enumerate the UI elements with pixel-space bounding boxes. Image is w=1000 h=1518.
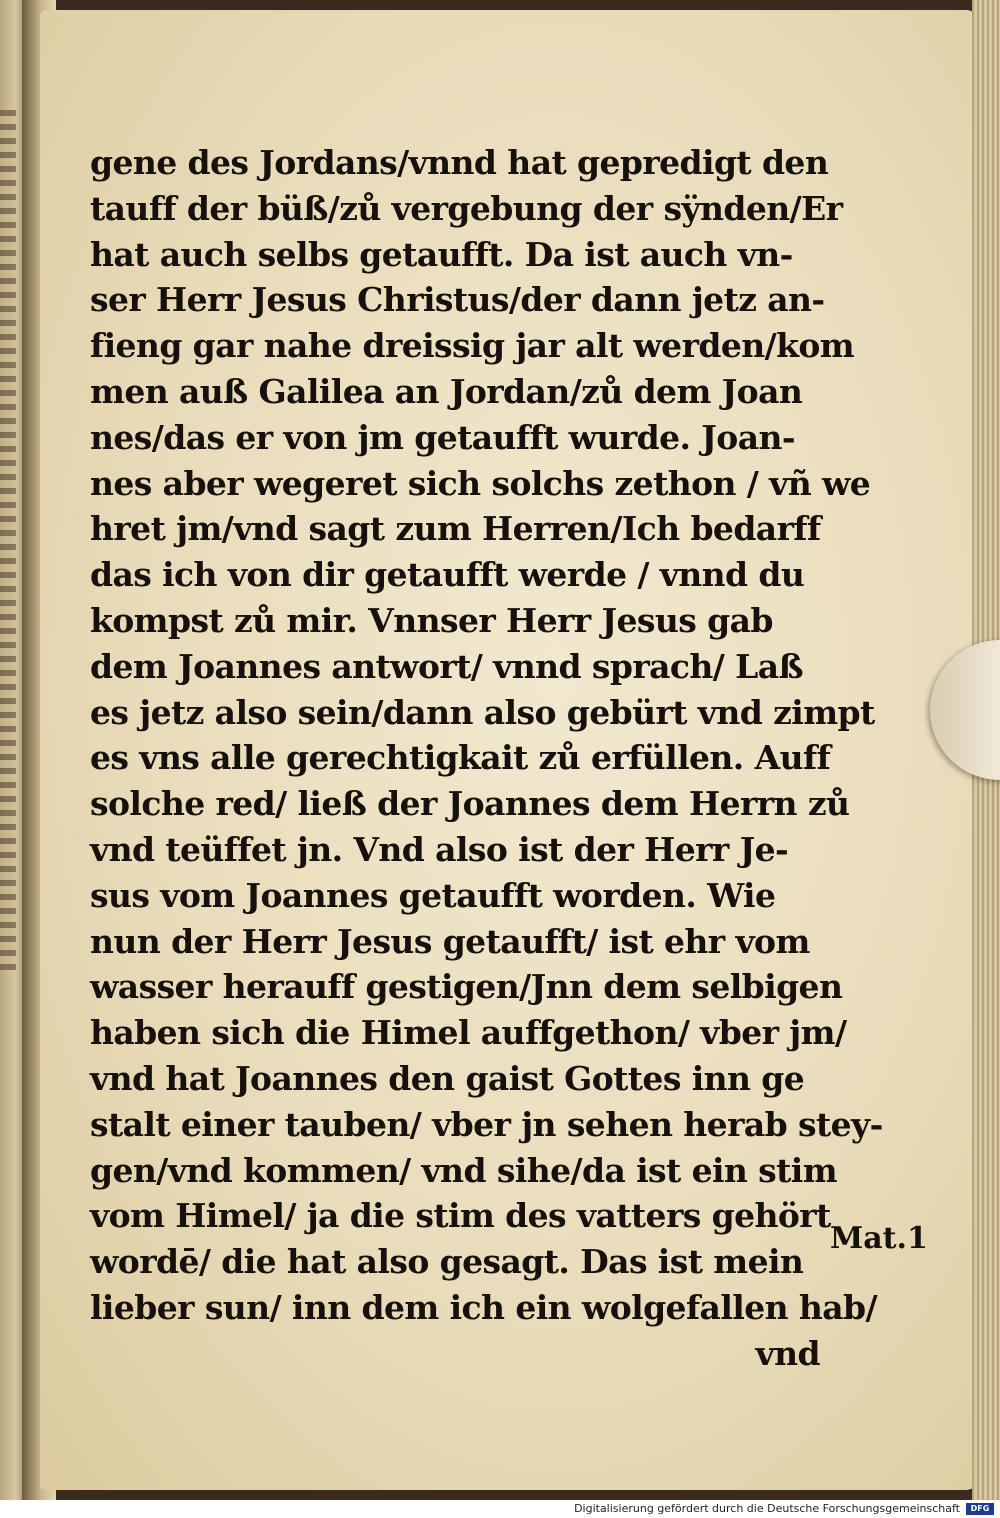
margin-reference: Mat.1	[830, 1221, 928, 1256]
text-line: es vns alle gerechtigkait zů erfüllen. Auff	[90, 738, 831, 778]
text-line: dem Joannes antwort/ vnnd sprach/ Laß	[90, 646, 803, 686]
text-line: men auß Galilea an Jordan/zů dem Joan	[90, 371, 803, 411]
text-line: gen/vnd kommen/ vnd sihe/da ist ein stim	[90, 1150, 838, 1190]
footer-bar	[0, 1500, 1000, 1518]
text-line: wasser herauff gestigen/Jnn dem selbigen	[90, 967, 843, 1007]
text-line: hat auch selbs getaufft. Da ist auch vn-	[90, 234, 793, 274]
text-line: fieng gar nahe dreissig jar alt werden/kom	[90, 326, 855, 366]
text-line: nes aber wegeret sich solchs zethon / vñ we	[90, 463, 871, 503]
text-line: solche red/ ließ der Joannes dem Herrn zů	[90, 784, 850, 824]
text-line: stalt einer tauben/ vber jn sehen herab stey-	[90, 1104, 883, 1144]
text-line: ser Herr Jesus Christus/der dann jetz an-	[90, 280, 825, 320]
dfg-logo: DFG	[966, 1503, 994, 1515]
text-line: tauff der büß/zů vergebung der sÿnden/Er	[90, 188, 843, 228]
text-line: vom Himel/ ja die stim des vatters gehört	[90, 1196, 831, 1236]
text-line: lieber sun/ inn dem ich ein wolgefallen hab/	[90, 1287, 877, 1327]
text-line: vnd teüffet jn. Vnd also ist der Herr Je-	[90, 829, 789, 869]
text-line: kompst zů mir. Vnnser Herr Jesus gab	[90, 600, 773, 640]
catchword: vnd	[755, 1333, 820, 1373]
text-line: nun der Herr Jesus getaufft/ ist ehr vom	[90, 921, 810, 961]
text-line: wordē/ die hat also gesagt. Das ist mein	[90, 1242, 804, 1282]
text-line: das ich von dir getaufft werde / vnnd du	[90, 555, 805, 595]
text-line: sus vom Joannes getaufft worden. Wie	[90, 875, 776, 915]
text-line: hret jm/vnd sagt zum Herren/Ich bedarff	[90, 509, 821, 549]
text-line: vnd hat Joannes den gaist Gottes inn ge	[90, 1058, 805, 1098]
text-line: gene des Jordans/vnnd hat gepredigt den	[90, 143, 829, 182]
woodcut-border-fragment	[0, 110, 16, 970]
text-line: nes/das er von jm getaufft wurde. Joan-	[90, 417, 795, 457]
funding-credit: Digitalisierung gefördert durch die Deutsche Forschungsgemeinschaft	[574, 1502, 960, 1515]
text-line: es jetz also sein/dann also gebürt vnd zimpt	[90, 692, 875, 732]
text-line: haben sich die Himel auffgethon/ vber jm/	[90, 1013, 847, 1053]
